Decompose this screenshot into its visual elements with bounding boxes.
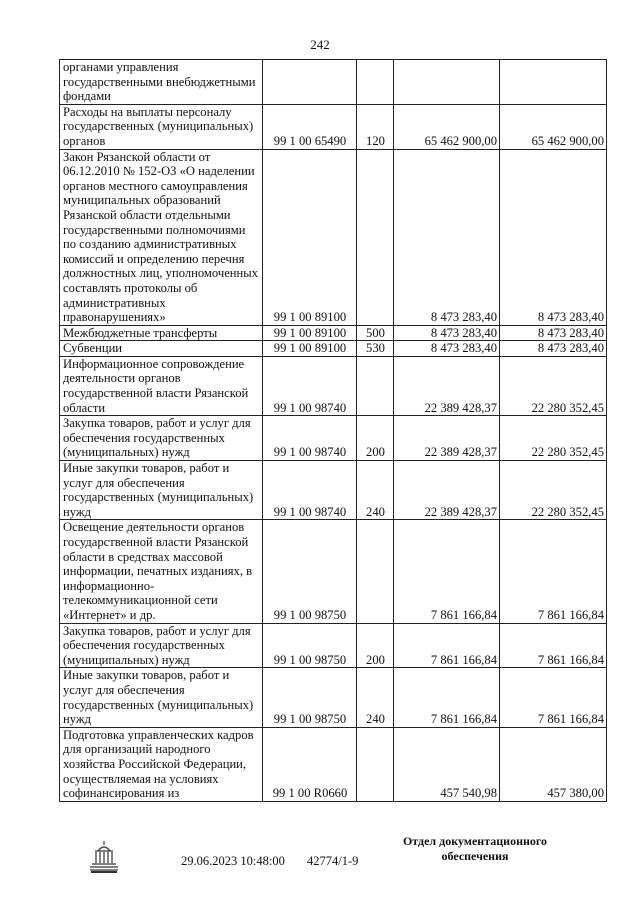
duma-building-emblem-icon [86, 838, 122, 874]
table-row [60, 104, 607, 149]
row-name: Подготовка управленческих кадров для организаций народного хозяйства Российской Федерации, осуществляемая на условиях софинансирования из [60, 727, 263, 801]
row-expense-type: 200 [357, 416, 394, 461]
row-name: Информационное сопровождение деятельности органов государственной власти Рязанской области [60, 356, 263, 415]
row-amount-2: 8 473 283,40 [500, 149, 607, 325]
table-row [60, 623, 607, 668]
row-target-code: 99 1 00 89100 [263, 149, 357, 325]
row-amount-1: 8 473 283,40 [394, 341, 500, 357]
row-target-code: 99 1 00 98750 [263, 668, 357, 727]
row-amount-1: 7 861 166,84 [394, 668, 500, 727]
row-expense-type [357, 727, 394, 801]
table-row [60, 668, 607, 727]
row-amount-1: 65 462 900,00 [394, 104, 500, 149]
table-row [60, 341, 607, 357]
row-name: Межбюджетные трансферты [60, 325, 263, 341]
row-amount-2: 8 473 283,40 [500, 341, 607, 357]
row-expense-type: 200 [357, 623, 394, 668]
row-name: Иные закупки товаров, работ и услуг для обеспечения государственных (муниципальных) нужд [60, 668, 263, 727]
row-amount-2: 457 380,00 [500, 727, 607, 801]
table-row [60, 60, 607, 105]
row-amount-1: 22 389 428,37 [394, 416, 500, 461]
row-expense-type: 240 [357, 461, 394, 520]
row-expense-type [357, 520, 394, 623]
row-expense-type: 120 [357, 104, 394, 149]
row-expense-type [357, 149, 394, 325]
row-name: Иные закупки товаров, работ и услуг для обеспечения государственных (муниципальных) нужд [60, 461, 263, 520]
row-amount-1: 8 473 283,40 [394, 149, 500, 325]
row-amount-2 [500, 60, 607, 105]
table-row [60, 461, 607, 520]
row-target-code: 99 1 00 98750 [263, 623, 357, 668]
row-target-code: 99 1 00 65490 [263, 104, 357, 149]
row-amount-1: 22 389 428,37 [394, 461, 500, 520]
table-row [60, 356, 607, 415]
row-name: Закупка товаров, работ и услуг для обеспечения государственных (муниципальных) нужд [60, 623, 263, 668]
row-amount-1 [394, 60, 500, 105]
row-target-code [263, 60, 357, 105]
row-name: Закупка товаров, работ и услуг для обеспечения государственных (муниципальных) нужд [60, 416, 263, 461]
row-amount-1: 7 861 166,84 [394, 623, 500, 668]
row-amount-2: 22 280 352,45 [500, 416, 607, 461]
row-expense-type: 530 [357, 341, 394, 357]
row-amount-1: 22 389 428,37 [394, 356, 500, 415]
row-target-code: 99 1 00 98740 [263, 461, 357, 520]
registration-number: 42774/1-9 [307, 854, 359, 868]
row-amount-1: 457 540,98 [394, 727, 500, 801]
row-name: Расходы на выплаты персоналу государственных (муниципальных) органов [60, 104, 263, 149]
row-name: Освещение деятельности органов государственной власти Рязанской области в средствах массовой информации, печатных изданиях, в информационно-телекоммуникационной сети «Интернет» и др. [60, 520, 263, 623]
row-amount-2: 7 861 166,84 [500, 520, 607, 623]
row-target-code: 99 1 00 89100 [263, 341, 357, 357]
budget-table [59, 59, 607, 802]
row-target-code: 99 1 00 89100 [263, 325, 357, 341]
row-amount-2: 65 462 900,00 [500, 104, 607, 149]
table-row [60, 149, 607, 325]
row-amount-2: 22 280 352,45 [500, 461, 607, 520]
row-target-code: 99 1 00 98750 [263, 520, 357, 623]
row-target-code: 99 1 00 98740 [263, 416, 357, 461]
department-stamp: Отдел документационного обеспечения [402, 834, 548, 863]
row-amount-2: 7 861 166,84 [500, 623, 607, 668]
row-expense-type: 500 [357, 325, 394, 341]
row-name: Субвенции [60, 341, 263, 357]
table-row [60, 727, 607, 801]
table-row [60, 520, 607, 623]
row-expense-type: 240 [357, 668, 394, 727]
row-expense-type [357, 60, 394, 105]
row-target-code: 99 1 00 98740 [263, 356, 357, 415]
table-row [60, 325, 607, 341]
page-number: 242 [310, 37, 330, 52]
signature-datetime: 29.06.2023 10:48:00 [181, 854, 285, 868]
row-expense-type [357, 356, 394, 415]
row-amount-2: 8 473 283,40 [500, 325, 607, 341]
row-amount-1: 7 861 166,84 [394, 520, 500, 623]
table-row [60, 416, 607, 461]
row-target-code: 99 1 00 R0660 [263, 727, 357, 801]
row-amount-2: 7 861 166,84 [500, 668, 607, 727]
row-name: органами управления государственными внебюджетными фондами [60, 60, 263, 105]
row-name: Закон Рязанской области от 06.12.2010 № 152-ОЗ «О наделении органов местного самоуправления муниципальных образований Рязанской области отдельными государственными полномочиями по созданию административных комиссий и определению перечня должностных лиц, уполномоченных составлять протоколы об административных правонарушениях» [60, 149, 263, 325]
row-amount-2: 22 280 352,45 [500, 356, 607, 415]
row-amount-1: 8 473 283,40 [394, 325, 500, 341]
